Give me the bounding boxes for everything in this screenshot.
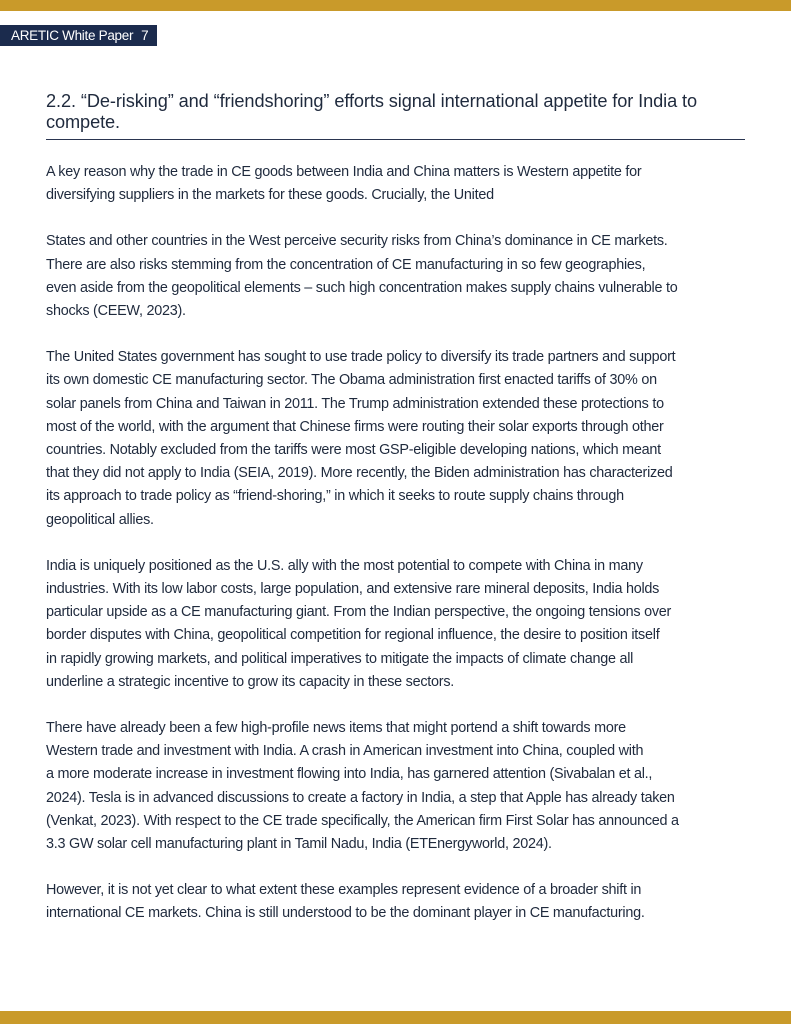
section-heading <box>46 91 746 133</box>
publication-name: ARETIC White Paper <box>11 28 134 43</box>
text-line: most of the world, with the argument that Chinese firms were routing their solar exports through other <box>46 418 664 435</box>
text-line: underline a strategic incentive to grow its capacity in these sectors. <box>46 673 455 690</box>
top-accent-bar <box>0 0 791 11</box>
text-line: diversifying suppliers in the markets for these goods. Crucially, the United <box>46 187 494 204</box>
text-line: its approach to trade policy as “friend-shoring,” in which it seeks to route supply chains through <box>46 488 624 505</box>
text-line: However, it is not yet clear to what extent these examples represent evidence of a broader shift in <box>46 882 642 899</box>
text-line: a more moderate increase in investment flowing into India, has garnered attention (Sivabalan et al., <box>46 766 653 783</box>
text-line: There are also risks stemming from the concentration of CE manufacturing in so few geographies, <box>46 256 646 273</box>
text-line: States and other countries in the West perceive security risks from China’s dominance in CE markets. <box>46 233 668 250</box>
paragraph-us-trade-policy <box>46 346 746 532</box>
text-line: geopolitical allies. <box>46 511 154 528</box>
heading-divider <box>46 139 745 140</box>
paragraph-india-position <box>46 555 746 694</box>
page-number: 7 <box>141 28 149 43</box>
text-line: even aside from the geopolitical elements – such high concentration makes supply chains vulnerable to <box>46 279 678 296</box>
text-line: international CE markets. China is still understood to be the dominant player in CE manufacturing. <box>46 905 645 922</box>
text-line: that they did not apply to India (SEIA, 2019). More recently, the Biden administration has characterized <box>46 465 673 482</box>
text-line: (Venkat, 2023). With respect to the CE trade specifically, the American firm First Solar has announced a <box>46 812 679 829</box>
text-line: solar panels from China and Taiwan in 2011. The Trump administration extended these protections to <box>46 395 664 412</box>
section-heading-line: compete. <box>46 112 121 132</box>
paragraph-appetite <box>46 161 746 207</box>
text-line: 2024). Tesla is in advanced discussions to create a factory in India, a step that Apple has already taken <box>46 789 675 806</box>
paragraph-news-items <box>46 717 746 856</box>
text-line: Western trade and investment with India. A crash in American investment into China, coupled with <box>46 743 644 760</box>
text-line: A key reason why the trade in CE goods between India and China matters is Western appetite for <box>46 164 642 180</box>
text-line: its own domestic CE manufacturing sector. The Obama administration first enacted tariffs of 30% on <box>46 372 657 389</box>
text-line: There have already been a few high-profile news items that might portend a shift towards more <box>46 720 626 737</box>
text-line: in rapidly growing markets, and political imperatives to mitigate the impacts of climate change all <box>46 650 634 667</box>
text-line: countries. Notably excluded from the tariffs were most GSP-eligible developing nations, which meant <box>46 442 661 459</box>
text-line: particular upside as a CE manufacturing giant. From the Indian perspective, the ongoing tensions over <box>46 604 672 621</box>
body-text <box>46 161 746 949</box>
page-header-tag <box>0 25 157 46</box>
section-heading-line: 2.2. “De-risking” and “friendshoring” efforts signal international appetite for India to <box>46 91 698 111</box>
text-line: industries. With its low labor costs, large population, and extensive rare mineral deposits, India holds <box>46 581 660 598</box>
text-line: border disputes with China, geopolitical competition for regional influence, the desire to position itself <box>46 627 660 644</box>
text-line: India is uniquely positioned as the U.S. ally with the most potential to compete with China in many <box>46 557 643 574</box>
bottom-accent-bar <box>0 1011 791 1024</box>
text-line: 3.3 GW solar cell manufacturing plant in Tamil Nadu, India (ETEnergyworld, 2024). <box>46 836 552 853</box>
text-line: shocks (CEEW, 2023). <box>46 303 186 320</box>
paragraph-conclusion <box>46 879 746 925</box>
text-line: The United States government has sought to use trade policy to diversify its trade partners and support <box>46 349 676 366</box>
paragraph-security-risks <box>46 230 746 323</box>
